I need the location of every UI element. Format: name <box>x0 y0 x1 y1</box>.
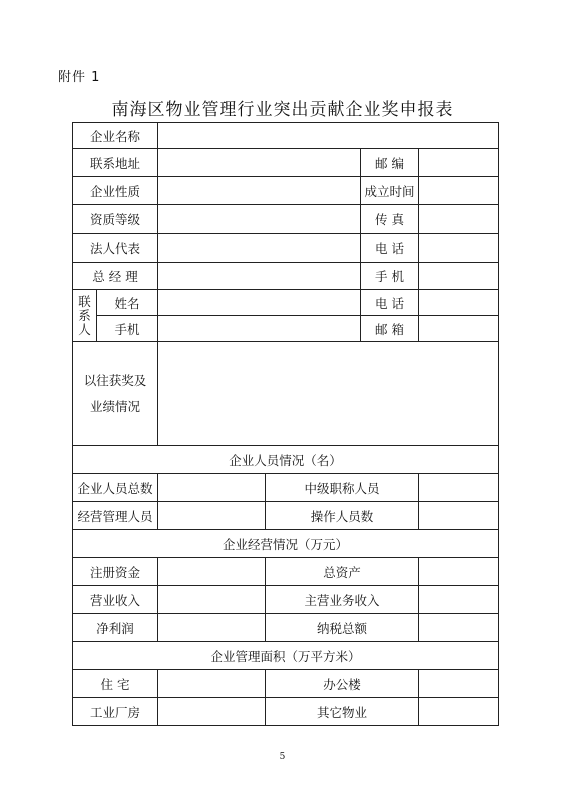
mobile-field[interactable] <box>419 263 499 290</box>
label-main-revenue: 主营业务收入 <box>266 586 419 614</box>
table-row <box>73 698 499 726</box>
label-awards: 以往获奖及 业绩情况 <box>73 342 158 446</box>
label-contact-person: 联 系 人 <box>73 290 97 342</box>
legal-rep-field[interactable] <box>158 234 361 263</box>
application-form-table <box>72 122 499 726</box>
label-contact-phone: 电 话 <box>361 290 419 316</box>
label-other-property: 其它物业 <box>266 698 419 726</box>
other-property-field[interactable] <box>419 698 499 726</box>
table-row <box>73 474 499 502</box>
label-mid-title-staff: 中级职称人员 <box>266 474 419 502</box>
label-operators: 操作人员数 <box>266 502 419 530</box>
label-office: 办公楼 <box>266 670 419 698</box>
label-qualification: 资质等级 <box>73 205 158 234</box>
table-row <box>73 670 499 698</box>
section-operations: 企业经营情况（万元） <box>73 530 499 558</box>
residential-field[interactable] <box>158 670 266 698</box>
label-revenue: 营业收入 <box>73 586 158 614</box>
label-founded: 成立时间 <box>361 177 419 205</box>
qualification-field[interactable] <box>158 205 361 234</box>
mid-title-staff-field[interactable] <box>419 474 499 502</box>
label-contact-mobile: 手机 <box>97 316 158 342</box>
general-manager-field[interactable] <box>158 263 361 290</box>
fax-field[interactable] <box>419 205 499 234</box>
office-field[interactable] <box>419 670 499 698</box>
industrial-field[interactable] <box>158 698 266 726</box>
label-legal-rep: 法人代表 <box>73 234 158 263</box>
founded-field[interactable] <box>419 177 499 205</box>
contact-name-field[interactable] <box>158 290 361 316</box>
table-row <box>73 558 499 586</box>
net-profit-field[interactable] <box>158 614 266 642</box>
label-postcode: 邮 编 <box>361 149 419 177</box>
label-total-tax: 纳税总额 <box>266 614 419 642</box>
label-total-staff: 企业人员总数 <box>73 474 158 502</box>
label-net-profit: 净利润 <box>73 614 158 642</box>
total-tax-field[interactable] <box>419 614 499 642</box>
label-residential: 住 宅 <box>73 670 158 698</box>
table-row <box>73 614 499 642</box>
contact-mobile-field[interactable] <box>158 316 361 342</box>
postcode-field[interactable] <box>419 149 499 177</box>
label-email: 邮 箱 <box>361 316 419 342</box>
management-staff-field[interactable] <box>158 502 266 530</box>
label-company-name: 企业名称 <box>73 123 158 149</box>
email-field[interactable] <box>419 316 499 342</box>
section-staff: 企业人员情况（名） <box>73 446 499 474</box>
section-area: 企业管理面积（万平方米） <box>73 642 499 670</box>
main-revenue-field[interactable] <box>419 586 499 614</box>
table-row <box>73 502 499 530</box>
table-row <box>73 586 499 614</box>
label-fax: 传 真 <box>361 205 419 234</box>
awards-field[interactable] <box>158 342 499 446</box>
label-general-manager: 总 经 理 <box>73 263 158 290</box>
revenue-field[interactable] <box>158 586 266 614</box>
total-staff-field[interactable] <box>158 474 266 502</box>
form-title: 南海区物业管理行业突出贡献企业奖申报表 <box>111 100 454 120</box>
label-mobile: 手 机 <box>361 263 419 290</box>
company-name-field[interactable] <box>158 123 499 149</box>
address-field[interactable] <box>158 149 361 177</box>
registered-capital-field[interactable] <box>158 558 266 586</box>
company-type-field[interactable] <box>158 177 361 205</box>
total-assets-field[interactable] <box>419 558 499 586</box>
label-phone: 电 话 <box>361 234 419 263</box>
contact-phone-field[interactable] <box>419 290 499 316</box>
phone-field[interactable] <box>419 234 499 263</box>
label-contact-name: 姓名 <box>97 290 158 316</box>
label-industrial: 工业厂房 <box>73 698 158 726</box>
label-registered-capital: 注册资金 <box>73 558 158 586</box>
label-management-staff: 经营管理人员 <box>73 502 158 530</box>
operators-field[interactable] <box>419 502 499 530</box>
page-number: 5 <box>279 752 286 762</box>
label-company-type: 企业性质 <box>73 177 158 205</box>
label-address: 联系地址 <box>73 149 158 177</box>
label-total-assets: 总资产 <box>266 558 419 586</box>
attachment-label: 附件 1 <box>58 70 101 85</box>
